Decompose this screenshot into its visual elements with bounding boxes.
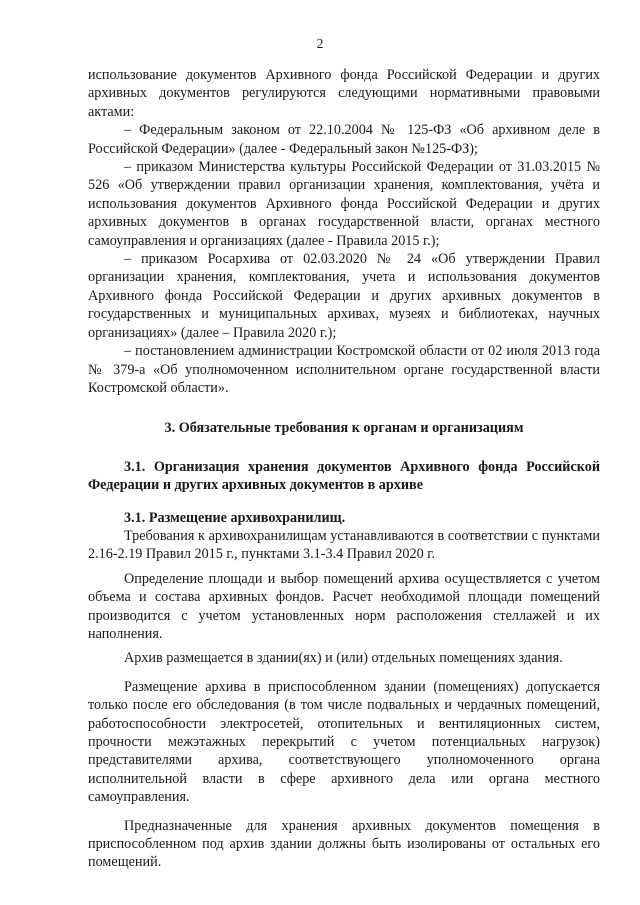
- document-body: [88, 66, 600, 872]
- intro-paragraph: использование документов Архивного фонда Российской Федерации и других архивных документов регулируются следующими нормативными правовыми актами:: [88, 67, 600, 120]
- body-paragraph: Определение площади и выбор помещений архива осуществляется с учетом объема и состава архивных фондов. Расчет необходимой площади помещений производится с учетом установленных норм расположения стеллажей и их наполнения.: [88, 570, 600, 642]
- subsection-title: 3.1. Организация хранения документов Архивного фонда Российской Федерации и других архивных документов в архиве: [88, 458, 600, 494]
- page-number: 2: [316, 36, 324, 51]
- legal-act-item: – приказом Росархива от 02.03.2020 № 24 «Об утверждении Правил организации хранения, комплектования, учета и использования документов Архивного фонда Российской Федерации и других архивных документов в государственных и муниципальных архивах, музеях и библиотеках, научных организациях» (далее – Правила 2020 г.);: [88, 251, 600, 341]
- legal-act-item: – постановлением администрации Костромской области от 02 июля 2013 года № 379-а «Об уполномоченном исполнительном органе государственной власти Костромской области».: [88, 343, 600, 396]
- legal-act-item: – приказом Министерства культуры Российской Федерации от 31.03.2015 № 526 «Об утверждении правил организации хранения, комплектования, учёта и использования документов Архивного фонда Российской Федерации и других архивных документов в органах государственной власти, органах местного самоуправления и организациях (далее - Правила 2015 г.);: [88, 159, 600, 249]
- subsubsection-title: 3.1. Размещение архивохранилищ.: [124, 509, 346, 526]
- body-paragraph: Размещение архива в приспособленном здании (помещениях) допускается только после его обследования (в том числе подвальных и чердачных помещений, работоспособности электросетей, отопительных и вентиляционных систем, прочности межэтажных перекрытий с учетом потенциальных нагрузок) представителями архива, соответствующего уполномоченного органа исполнительной власти в сфере архивного дела или органа местного самоуправления.: [88, 678, 600, 806]
- body-paragraph: Предназначенные для хранения архивных документов помещения в приспособленном под архив здании должны быть изолированы от остальных его помещений.: [88, 817, 600, 871]
- body-paragraph: Требования к архивохранилищам устанавливаются в соответствии с пунктами 2.16-2.19 Правил 2015 г., пунктами 3.1-3.4 Правил 2020 г.: [88, 527, 600, 563]
- legal-act-item: – Федеральным законом от 22.10.2004 № 125-ФЗ «Об архивном деле в Российской Федерации» (далее - Федеральный закон №125-ФЗ);: [88, 122, 600, 157]
- section-title: 3. Обязательные требования к органам и организациям: [164, 420, 524, 437]
- body-paragraph: Архив размещается в здании(ях) и (или) отдельных помещениях здания.: [124, 650, 563, 667]
